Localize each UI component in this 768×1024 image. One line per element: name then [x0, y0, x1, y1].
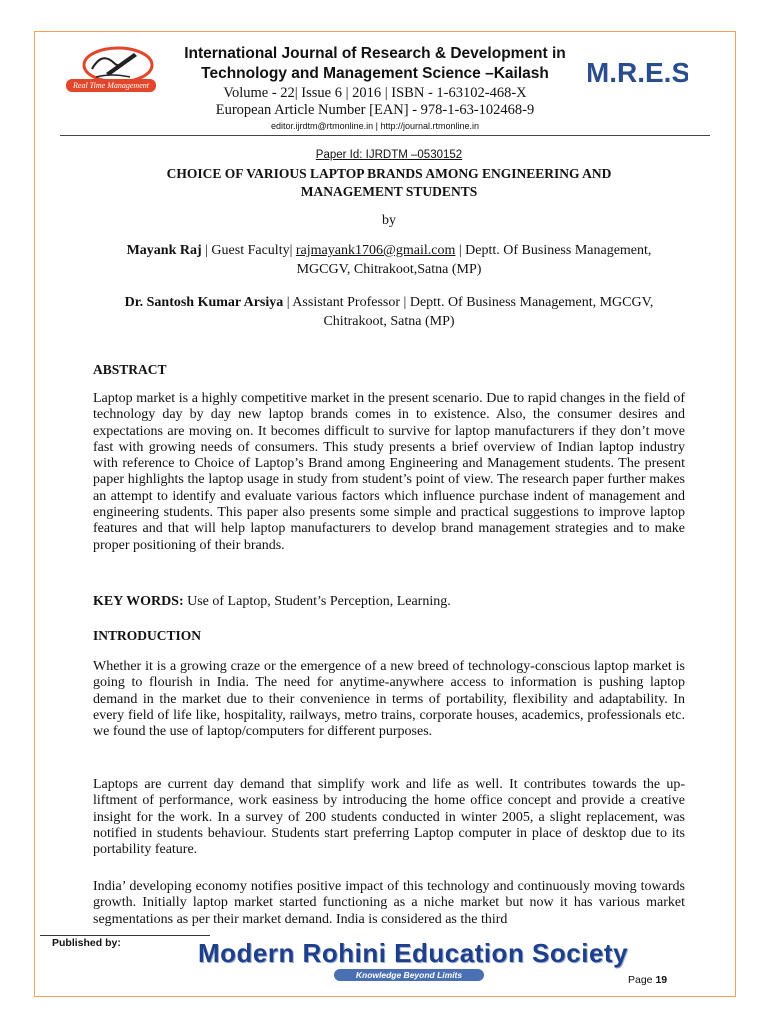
author-1-affiliation: MGCGV, Chitrakoot,Satna (MP)	[296, 262, 482, 277]
paper-title-line1: CHOICE OF VARIOUS LAPTOP BRANDS AMONG ENGINEERING AND	[166, 166, 612, 181]
author-2	[93, 293, 685, 331]
journal-title-line1: International Journal of Research & Development in	[184, 45, 566, 62]
introduction-heading: INTRODUCTION	[93, 628, 202, 643]
page-label: Page	[628, 974, 656, 986]
volume-line: Volume - 22| Issue 6 | 2016 | ISBN - 1-63102-468-X	[223, 85, 527, 101]
published-by-label: Published by:	[52, 937, 121, 949]
svg-text:M.R.E.S: M.R.E.S	[588, 57, 688, 88]
journal-title	[160, 44, 590, 84]
author-2-name: Dr. Santosh Kumar Arsiya	[124, 295, 284, 310]
introduction-para-2: Laptops are current day demand that simplify work and life as well. It contributes towards the up-liftment of performance, work easiness by introducing the home office concept and provide a creative insight for the work. In a survey of 200 students conducted in winter 2005, a slight replacement, was notified in students behaviour. Students start preferring Laptop computer in place of desktop due to its portability feature.	[93, 777, 685, 858]
page-number	[628, 974, 667, 986]
keywords-label: KEY WORDS:	[93, 594, 184, 609]
author-1	[93, 241, 685, 279]
logo-caption: Real Time Management	[73, 81, 149, 90]
header-divider	[60, 135, 710, 136]
abstract-text: Laptop market is a highly competitive market in the present scenario. Due to rapid changes in the field of technology day by day new laptop brands comes in to existence. Also, the consumer desires and expectations are moving on. It becomes difficult to survive for laptop manufacturers if they don’t move fast with growing needs of consumers. This study presents a brief overview of Indian laptop industry with reference to Choice of Laptop’s Brand among Engineering and Management students. The present paper highlights the laptop usage in study from student’s point of view. The research paper further makes an attempt to identify and evaluate various factors which influence purchase indent of management and engineering students. This paper also presents some simple and practical suggestions to improve laptop features and that will help laptop manufacturers to develop brand management strategies and to make proper positioning of their brands.	[93, 391, 685, 553]
mres-logo-text	[588, 52, 688, 92]
keywords	[93, 593, 685, 610]
publisher-tagline: Knowledge Beyond Limits	[355, 970, 463, 980]
author-1-dept: | Deptt. Of Business Management,	[455, 243, 652, 258]
author-1-role: | Guest Faculty|	[201, 243, 296, 258]
mres-logo	[588, 52, 688, 92]
publisher-name: Modern Rohini Education Society	[197, 938, 629, 968]
paper-title	[93, 165, 685, 201]
introduction-para-1: Whether it is a growing craze or the emergence of a new breed of technology-conscious laptop market is going to flourish in India. The need for anytime-anywhere access to information is pushing laptop demand in the market due to their convenience in terms of portability, flexibility and adaptability. In every field of life like, hospitality, railways, metro trains, corporate houses, academics, professionals etc. we found the use of laptop/computers for different purposes.	[93, 659, 685, 740]
author-2-affiliation: Chitrakoot, Satna (MP)	[323, 314, 455, 329]
introduction-para-3: India’ developing economy notifies positive impact of this technology and continuously moving towards growth. Initially laptop market started functioning as a niche market but now it has various market segmentations as per their market demand. India is considered as the third	[93, 879, 685, 927]
journal-logo	[62, 43, 160, 95]
footer-divider	[40, 935, 210, 936]
page-number-value: 19	[655, 974, 668, 986]
contact-links[interactable]: editor.ijrdtm@rtmonline.in | http://journal.rtmonline.in	[270, 121, 480, 131]
author-1-email-link[interactable]: rajmayank1706@gmail.com	[295, 243, 456, 258]
by-label: by	[382, 213, 396, 228]
paper-id: Paper Id: IJRDTM –0530152	[315, 149, 463, 161]
abstract-heading: ABSTRACT	[93, 362, 167, 377]
journal-title-line2: Technology and Management Science –Kailash	[201, 65, 549, 82]
paper-title-line2: MANAGEMENT STUDENTS	[300, 184, 478, 199]
ean-line: European Article Number [EAN] - 978-1-63-102468-9	[215, 102, 535, 118]
author-1-name: Mayank Raj	[126, 243, 202, 258]
keywords-text: Use of Laptop, Student’s Perception, Learning.	[183, 594, 451, 609]
author-2-role: | Assistant Professor | Deptt. Of Business Management, MGCGV,	[283, 295, 654, 310]
